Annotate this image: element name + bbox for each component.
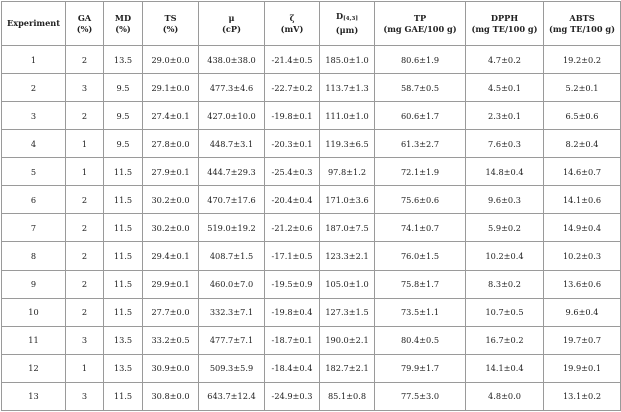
table-cell-ts: 29.0±0.0 [143,46,199,74]
table-cell-ts: 30.8±0.0 [143,382,199,410]
table-body [2,46,621,411]
table-cell-dpph: 4.7±0.2 [466,46,544,74]
column-header-unit: (%) [115,23,131,34]
column-header-unit: (mg TE/100 g) [549,23,615,34]
table-cell-dpph: 14.8±0.4 [466,158,544,186]
table-cell-zeta: -20.3±0.1 [265,130,320,158]
table-cell-dpph: 2.3±0.1 [466,102,544,130]
table-cell-ts: 30.2±0.0 [143,214,199,242]
table-cell-tp: 80.6±1.9 [375,46,466,74]
table-cell-dpph: 4.8±0.0 [466,382,544,410]
table-cell-abts: 19.9±0.1 [544,354,621,382]
table-cell-abts: 10.2±0.3 [544,242,621,270]
table-cell-tp: 75.6±0.6 [375,186,466,214]
table-cell-zeta: -25.4±0.3 [265,158,320,186]
column-header-label: D [336,11,344,21]
column-header-ga [66,2,104,46]
table-cell-abts: 6.5±0.6 [544,102,621,130]
table-cell-abts: 9.6±0.4 [544,298,621,326]
table-cell-mu: 408.7±1.5 [199,242,265,270]
table-cell-ga: 3 [66,74,104,102]
table-row [2,46,621,74]
table-cell-abts: 14.6±0.7 [544,158,621,186]
table-cell-d43: 113.7±1.3 [320,74,375,102]
column-header-ts [143,2,199,46]
column-header-subscript: [4,3] [343,16,358,22]
table-cell-abts: 8.2±0.4 [544,130,621,158]
column-header-dpph [466,2,544,46]
table-cell-md: 13.5 [104,354,143,382]
column-header-label: GA [77,12,92,23]
table-row [2,354,621,382]
table-cell-d43: 185.0±1.0 [320,46,375,74]
table-cell-experiment: 9 [2,270,66,298]
table-cell-md: 11.5 [104,186,143,214]
table-cell-d43: 182.7±2.1 [320,354,375,382]
column-header-md [104,2,143,46]
column-header-label: ζ [289,12,295,23]
column-header-zeta [265,2,320,46]
table-cell-experiment: 10 [2,298,66,326]
table-cell-experiment: 8 [2,242,66,270]
table-cell-mu: 477.7±7.1 [199,326,265,354]
table-cell-mu: 519.0±19.2 [199,214,265,242]
table-cell-mu: 460.0±7.0 [199,270,265,298]
table-cell-tp: 73.5±1.1 [375,298,466,326]
table-cell-ts: 27.8±0.0 [143,130,199,158]
table-cell-abts: 13.6±0.6 [544,270,621,298]
table-row [2,74,621,102]
table-cell-ga: 1 [66,130,104,158]
table-cell-dpph: 9.6±0.3 [466,186,544,214]
table-cell-experiment: 3 [2,102,66,130]
table-cell-tp: 75.8±1.7 [375,270,466,298]
column-header-label: μ [228,12,235,23]
table-cell-tp: 79.9±1.7 [375,354,466,382]
table-cell-abts: 19.2±0.2 [544,46,621,74]
table-cell-ts: 27.4±0.1 [143,102,199,130]
table-cell-md: 11.5 [104,298,143,326]
column-header-label: MD [114,12,132,23]
table-cell-abts: 14.9±0.4 [544,214,621,242]
table-cell-ga: 2 [66,214,104,242]
table-cell-zeta: -21.4±0.5 [265,46,320,74]
table-cell-experiment: 2 [2,74,66,102]
table-cell-md: 11.5 [104,214,143,242]
table-row [2,158,621,186]
column-header-d43 [320,2,375,46]
column-header-unit: (%) [162,23,179,34]
table-cell-md: 11.5 [104,242,143,270]
table-cell-ts: 29.1±0.0 [143,74,199,102]
table-cell-mu: 470.7±17.6 [199,186,265,214]
table-cell-ga: 1 [66,158,104,186]
table-cell-d43: 111.0±1.0 [320,102,375,130]
table-cell-ga: 2 [66,298,104,326]
table-cell-experiment: 1 [2,46,66,74]
column-header-abts [544,2,621,46]
column-header-unit: (%) [76,23,93,34]
table-cell-tp: 58.7±0.5 [375,74,466,102]
column-header-unit: (μm) [335,25,359,35]
table-cell-ga: 3 [66,382,104,410]
table-cell-d43: 97.8±1.2 [320,158,375,186]
column-header-label: Experiment [6,18,61,28]
table-cell-experiment: 13 [2,382,66,410]
table-cell-ts: 29.9±0.1 [143,270,199,298]
column-header-unit: (mg TE/100 g) [471,23,538,34]
table-cell-zeta: -21.2±0.6 [265,214,320,242]
column-header-label: TP [413,12,427,23]
table-row [2,382,621,410]
table-cell-tp: 80.4±0.5 [375,326,466,354]
table-cell-tp: 77.5±3.0 [375,382,466,410]
table-row [2,102,621,130]
table-row [2,130,621,158]
table-cell-mu: 643.7±12.4 [199,382,265,410]
column-header-experiment [2,2,66,46]
table-cell-d43: 85.1±0.8 [320,382,375,410]
table-cell-tp: 74.1±0.7 [375,214,466,242]
table-cell-mu: 444.7±29.3 [199,158,265,186]
table-cell-ga: 2 [66,186,104,214]
table-cell-tp: 76.0±1.5 [375,242,466,270]
table-cell-ga: 3 [66,326,104,354]
table-cell-zeta: -20.4±0.4 [265,186,320,214]
table-cell-md: 11.5 [104,270,143,298]
column-header-label: ABTS [569,12,595,23]
table-cell-zeta: -18.7±0.1 [265,326,320,354]
table-row [2,242,621,270]
table-cell-ga: 1 [66,354,104,382]
table-cell-zeta: -24.9±0.3 [265,382,320,410]
table-cell-ts: 30.9±0.0 [143,354,199,382]
table-row [2,186,621,214]
table-cell-dpph: 5.9±0.2 [466,214,544,242]
table-row [2,298,621,326]
table-cell-ts: 33.2±0.5 [143,326,199,354]
table-cell-mu: 509.3±5.9 [199,354,265,382]
table-cell-md: 9.5 [104,130,143,158]
table-cell-abts: 19.7±0.7 [544,326,621,354]
table-cell-dpph: 14.1±0.4 [466,354,544,382]
table-cell-tp: 60.6±1.7 [375,102,466,130]
column-header-mu [199,2,265,46]
column-header-label: TS [164,12,177,23]
table-cell-dpph: 8.3±0.2 [466,270,544,298]
table-cell-ga: 2 [66,102,104,130]
table-cell-experiment: 6 [2,186,66,214]
table-cell-zeta: -19.8±0.1 [265,102,320,130]
table-cell-d43: 105.0±1.0 [320,270,375,298]
table-cell-mu: 448.7±3.1 [199,130,265,158]
table-cell-experiment: 5 [2,158,66,186]
table-cell-ts: 27.9±0.1 [143,158,199,186]
table-cell-zeta: -18.4±0.4 [265,354,320,382]
table-cell-dpph: 10.2±0.4 [466,242,544,270]
table-cell-ga: 2 [66,242,104,270]
table-cell-zeta: -19.5±0.9 [265,270,320,298]
table-cell-abts: 5.2±0.1 [544,74,621,102]
column-header-label: DPPH [490,12,519,23]
table-cell-zeta: -19.8±0.4 [265,298,320,326]
table-cell-d43: 127.3±1.5 [320,298,375,326]
table-cell-dpph: 7.6±0.3 [466,130,544,158]
table-cell-d43: 187.0±7.5 [320,214,375,242]
experiment-results-table [1,1,621,411]
table-cell-d43: 171.0±3.6 [320,186,375,214]
table-cell-zeta: -22.7±0.2 [265,74,320,102]
table-cell-ts: 29.4±0.1 [143,242,199,270]
table-row [2,214,621,242]
table-cell-experiment: 4 [2,130,66,158]
table-header-row [2,2,621,46]
table-cell-experiment: 7 [2,214,66,242]
table-cell-md: 9.5 [104,102,143,130]
column-header-unit: (mg GAE/100 g) [383,23,457,34]
table-cell-abts: 14.1±0.6 [544,186,621,214]
column-header-unit: (mV) [280,23,304,34]
table-cell-tp: 72.1±1.9 [375,158,466,186]
table-cell-ga: 2 [66,270,104,298]
table-cell-ts: 27.7±0.0 [143,298,199,326]
table-row [2,326,621,354]
table-cell-experiment: 11 [2,326,66,354]
table-row [2,270,621,298]
table-cell-dpph: 10.7±0.5 [466,298,544,326]
table-cell-dpph: 16.7±0.2 [466,326,544,354]
table-cell-d43: 123.3±2.1 [320,242,375,270]
table-cell-md: 11.5 [104,382,143,410]
table-cell-abts: 13.1±0.2 [544,382,621,410]
table-cell-mu: 438.0±38.0 [199,46,265,74]
table-cell-d43: 119.3±6.5 [320,130,375,158]
table-cell-md: 11.5 [104,158,143,186]
table-cell-md: 13.5 [104,46,143,74]
table-cell-md: 9.5 [104,74,143,102]
table-cell-d43: 190.0±2.1 [320,326,375,354]
column-header-unit: (cP) [222,23,241,34]
table-cell-dpph: 4.5±0.1 [466,74,544,102]
column-header-tp [375,2,466,46]
table-cell-zeta: -17.1±0.5 [265,242,320,270]
table-cell-experiment: 12 [2,354,66,382]
table-cell-mu: 332.3±7.1 [199,298,265,326]
table-cell-ga: 2 [66,46,104,74]
table-cell-md: 13.5 [104,326,143,354]
table-cell-ts: 30.2±0.0 [143,186,199,214]
table-cell-tp: 61.3±2.7 [375,130,466,158]
table-cell-mu: 427.0±10.0 [199,102,265,130]
table-cell-mu: 477.3±4.6 [199,74,265,102]
